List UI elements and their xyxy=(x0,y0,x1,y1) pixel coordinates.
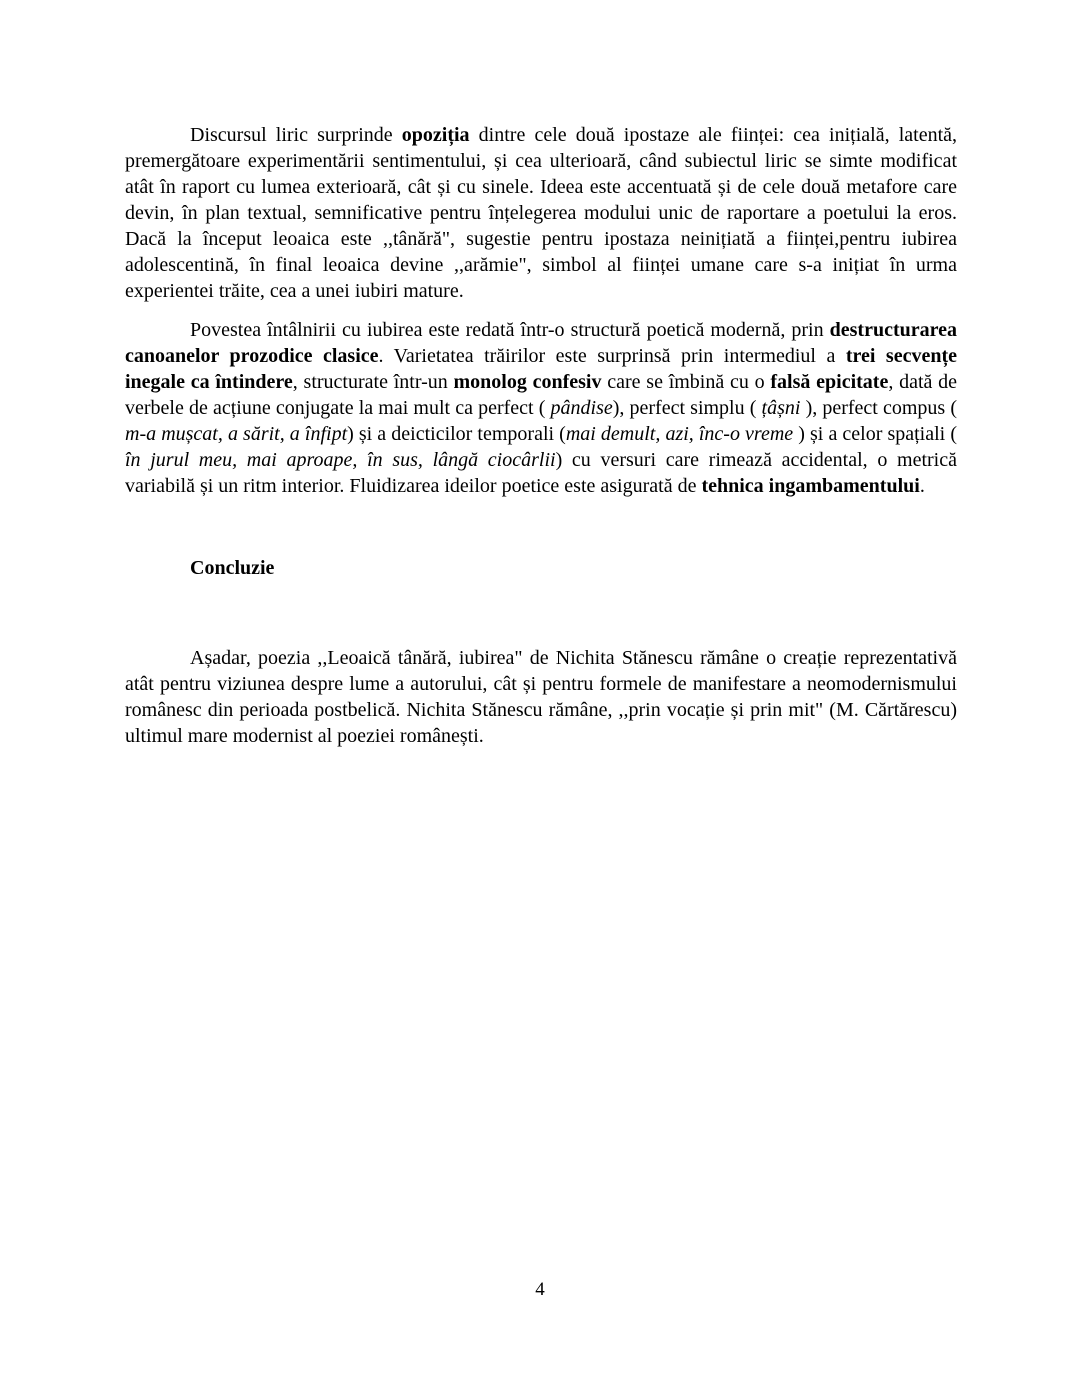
text-run: monolog confesiv xyxy=(453,371,602,393)
text-run: m-a mușcat, a sărit, a înfipt xyxy=(125,423,348,445)
paragraph-conclusion xyxy=(125,645,957,749)
paragraph-lyric-discourse xyxy=(125,122,957,304)
text-run: care se îmbină cu o xyxy=(601,371,771,393)
paragraph-poetic-structure xyxy=(125,317,957,499)
text-run: în jurul meu, mai aproape, în sus, lângă ciocârlii xyxy=(125,449,556,471)
document-body xyxy=(125,122,957,762)
text-run: . Varietatea trăirilor este surprinsă prin intermediul a xyxy=(378,345,846,367)
text-run: , structurate într-un xyxy=(292,371,454,393)
text-run: ), perfect simplu ( xyxy=(612,397,762,419)
text-run: ), perfect compus ( xyxy=(800,397,957,419)
text-run: Așadar, poezia ,,Leoaică tânără, iubirea" de Nichita Stănescu rămâne o creație reprezentativă atât pentru viziunea despre lume a autorului, cât și pentru formele de manifestare a neomodernismului românesc din perioada postbelică. Nichita Stănescu rămâne, ,,prin vocație și prin mit" (M. Cărtărescu) ultimul mare modernist al poeziei românești. xyxy=(125,647,957,747)
text-run: ) cu versuri care rimează accidental, o metrică variabilă și un ritm interior. Fluidizarea ideilor poetice este asigurată de xyxy=(125,449,957,497)
text-run: ) și a deicticilor temporali ( xyxy=(347,423,566,445)
heading-conclusion xyxy=(190,555,957,581)
text-run: pândise xyxy=(550,397,613,419)
text-run: opoziția xyxy=(401,124,470,146)
page-number: 4 xyxy=(535,1279,545,1300)
text-run: , dată de verbele de acțiune conjugate la mai mult ca perfect ( xyxy=(125,371,958,419)
text-run: trei secvențe inegale ca întindere xyxy=(125,345,957,393)
text-run: dintre cele două ipostaze ale ființei: cea inițială, latentă, premergătoare experimentării sentimentului, și cea ulterioară, când subiectul liric se simte modificat atât în raport cu lumea exterioară, cât și cu sinele. Ideea este accentuată și de cele două metafore care devin, în plan textual, semnificative pentru înțelegerea modului unic de raportare a poetului la eros. Dacă la început leoaica este ,,tânără", sugestie pentru ipostaza neinițiată a ființei,pentru iubirea adolescentină, în final leoaica devine ,,arămie", simbol al ființei umane care s-a inițiat în urma experientei trăite, cea a unei iubiri mature. xyxy=(125,124,958,302)
text-run: Concluzie xyxy=(190,557,275,579)
text-run: țâșni xyxy=(761,397,801,419)
text-run: . xyxy=(919,475,925,497)
text-run: ) și a celor spațiali ( xyxy=(793,423,957,445)
text-run: Discursul liric surprinde xyxy=(190,124,402,146)
text-run: mai demult, azi, înc-o vreme xyxy=(565,423,794,445)
text-run: destructurarea canoanelor prozodice clasice xyxy=(125,319,957,367)
text-run: tehnica ingambamentului xyxy=(701,475,920,497)
text-run: falsă epicitate xyxy=(770,371,889,393)
text-run: Povestea întâlnirii cu iubirea este redată într-o structură poetică modernă, prin xyxy=(190,319,830,341)
